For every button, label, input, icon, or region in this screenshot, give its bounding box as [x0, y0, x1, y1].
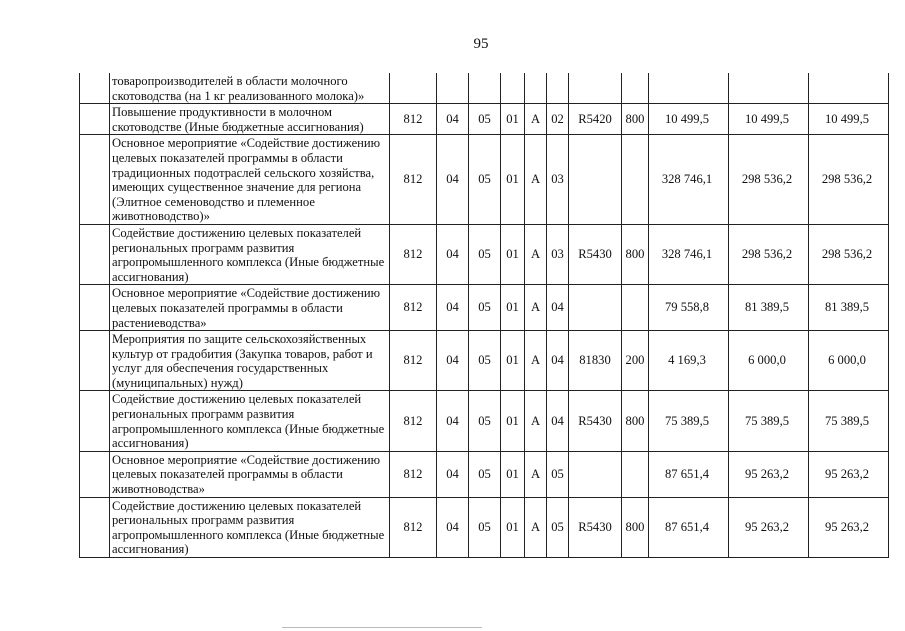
- code-cell: 04: [437, 451, 469, 497]
- index-cell: [80, 135, 110, 225]
- code-cell: 812: [390, 391, 437, 451]
- code-cell: 01: [501, 224, 525, 284]
- index-cell: [80, 331, 110, 391]
- table-row: [80, 104, 889, 135]
- amount-cell: 298 536,2: [809, 135, 889, 225]
- code-cell: 04: [547, 331, 569, 391]
- code-cell: [501, 73, 525, 104]
- code-cell: [569, 285, 622, 331]
- table-body: [80, 73, 889, 558]
- amount-cell: 298 536,2: [729, 224, 809, 284]
- amount-cell: [729, 73, 809, 104]
- code-cell: 200: [622, 331, 649, 391]
- code-cell: А: [525, 331, 547, 391]
- code-cell: [547, 73, 569, 104]
- code-cell: [622, 451, 649, 497]
- code-cell: 05: [469, 391, 501, 451]
- code-cell: 800: [622, 497, 649, 557]
- item-name-cell: Содействие достижению целевых показателей региональных программ развития агропромышленного комплекса (Иные бюджетные ассигнования): [110, 391, 390, 451]
- code-cell: 05: [469, 451, 501, 497]
- code-cell: А: [525, 497, 547, 557]
- code-cell: 04: [437, 135, 469, 225]
- item-name-cell: Мероприятия по защите сельскохозяйственных культур от градобития (Закупка товаров, работ и услуг для обеспечения государственных (муниципальных) нужд): [110, 331, 390, 391]
- code-cell: 05: [547, 497, 569, 557]
- index-cell: [80, 391, 110, 451]
- index-cell: [80, 497, 110, 557]
- code-cell: 04: [437, 224, 469, 284]
- code-cell: 03: [547, 224, 569, 284]
- code-cell: А: [525, 285, 547, 331]
- table-row: [80, 135, 889, 225]
- amount-cell: 87 651,4: [649, 497, 729, 557]
- code-cell: [390, 73, 437, 104]
- code-cell: А: [525, 104, 547, 135]
- amount-cell: 10 499,5: [809, 104, 889, 135]
- item-name-cell: Повышение продуктивности в молочном скотоводстве (Иные бюджетные ассигнования): [110, 104, 390, 135]
- table-row: [80, 285, 889, 331]
- amount-cell: 95 263,2: [729, 497, 809, 557]
- code-cell: 01: [501, 285, 525, 331]
- code-cell: [622, 285, 649, 331]
- table-row: [80, 73, 889, 104]
- amount-cell: 6 000,0: [809, 331, 889, 391]
- code-cell: А: [525, 391, 547, 451]
- item-name-cell: Основное мероприятие «Содействие достижению целевых показателей программы в области традиционных подотраслей сельского хозяйства, имеющих существенное значение для региона (Элитное семеноводство и племенное животноводство)»: [110, 135, 390, 225]
- code-cell: 05: [547, 451, 569, 497]
- item-name-cell: Содействие достижению целевых показателей региональных программ развития агропромышленного комплекса (Иные бюджетные ассигнования): [110, 497, 390, 557]
- code-cell: 812: [390, 104, 437, 135]
- code-cell: [622, 73, 649, 104]
- page-number: 95: [473, 36, 489, 52]
- amount-cell: 4 169,3: [649, 331, 729, 391]
- amount-cell: 95 263,2: [809, 497, 889, 557]
- code-cell: 01: [501, 451, 525, 497]
- index-cell: [80, 224, 110, 284]
- amount-cell: 81 389,5: [729, 285, 809, 331]
- table-row: [80, 391, 889, 451]
- code-cell: 812: [390, 331, 437, 391]
- code-cell: 81830: [569, 331, 622, 391]
- amount-cell: 79 558,8: [649, 285, 729, 331]
- amount-cell: 87 651,4: [649, 451, 729, 497]
- amount-cell: 95 263,2: [729, 451, 809, 497]
- amount-cell: 75 389,5: [649, 391, 729, 451]
- code-cell: 812: [390, 224, 437, 284]
- code-cell: 812: [390, 135, 437, 225]
- index-cell: [80, 104, 110, 135]
- code-cell: 04: [547, 391, 569, 451]
- code-cell: R5430: [569, 391, 622, 451]
- code-cell: 01: [501, 331, 525, 391]
- code-cell: 812: [390, 497, 437, 557]
- amount-cell: [649, 73, 729, 104]
- amount-cell: 6 000,0: [729, 331, 809, 391]
- code-cell: 03: [547, 135, 569, 225]
- amount-cell: 328 746,1: [649, 224, 729, 284]
- code-cell: 04: [437, 331, 469, 391]
- code-cell: [569, 73, 622, 104]
- code-cell: 02: [547, 104, 569, 135]
- code-cell: 04: [437, 391, 469, 451]
- table-row: [80, 497, 889, 557]
- table-row: [80, 331, 889, 391]
- index-cell: [80, 285, 110, 331]
- amount-cell: [809, 73, 889, 104]
- code-cell: А: [525, 224, 547, 284]
- code-cell: R5430: [569, 224, 622, 284]
- code-cell: [569, 135, 622, 225]
- budget-table: [79, 73, 889, 558]
- table-row: [80, 451, 889, 497]
- code-cell: 05: [469, 224, 501, 284]
- amount-cell: 75 389,5: [809, 391, 889, 451]
- code-cell: 04: [437, 497, 469, 557]
- index-cell: [80, 451, 110, 497]
- amount-cell: 298 536,2: [729, 135, 809, 225]
- amount-cell: 298 536,2: [809, 224, 889, 284]
- code-cell: 01: [501, 497, 525, 557]
- code-cell: 04: [547, 285, 569, 331]
- code-cell: 05: [469, 497, 501, 557]
- code-cell: 05: [469, 135, 501, 225]
- code-cell: [525, 73, 547, 104]
- code-cell: 812: [390, 451, 437, 497]
- table-row: [80, 224, 889, 284]
- amount-cell: 328 746,1: [649, 135, 729, 225]
- amount-cell: 81 389,5: [809, 285, 889, 331]
- code-cell: 812: [390, 285, 437, 331]
- code-cell: [437, 73, 469, 104]
- code-cell: А: [525, 135, 547, 225]
- code-cell: [622, 135, 649, 225]
- code-cell: 01: [501, 135, 525, 225]
- code-cell: R5420: [569, 104, 622, 135]
- code-cell: 04: [437, 285, 469, 331]
- item-name-cell: Содействие достижению целевых показателей региональных программ развития агропромышленного комплекса (Иные бюджетные ассигнования): [110, 224, 390, 284]
- code-cell: 800: [622, 391, 649, 451]
- code-cell: 01: [501, 391, 525, 451]
- code-cell: 01: [501, 104, 525, 135]
- item-name-cell: Основное мероприятие «Содействие достижению целевых показателей программы в области животноводства»: [110, 451, 390, 497]
- code-cell: [569, 451, 622, 497]
- code-cell: 04: [437, 104, 469, 135]
- item-name-cell: товаропроизводителей в области молочного скотоводства (на 1 кг реализованного молока)»: [110, 73, 390, 104]
- amount-cell: 10 499,5: [649, 104, 729, 135]
- amount-cell: 75 389,5: [729, 391, 809, 451]
- code-cell: А: [525, 451, 547, 497]
- amount-cell: 95 263,2: [809, 451, 889, 497]
- code-cell: 800: [622, 224, 649, 284]
- amount-cell: 10 499,5: [729, 104, 809, 135]
- code-cell: [469, 73, 501, 104]
- code-cell: 05: [469, 104, 501, 135]
- item-name-cell: Основное мероприятие «Содействие достижению целевых показателей программы в области растениеводства»: [110, 285, 390, 331]
- code-cell: R5430: [569, 497, 622, 557]
- scan-artifact-line: [282, 627, 482, 628]
- code-cell: 05: [469, 285, 501, 331]
- code-cell: 05: [469, 331, 501, 391]
- code-cell: 800: [622, 104, 649, 135]
- index-cell: [80, 73, 110, 104]
